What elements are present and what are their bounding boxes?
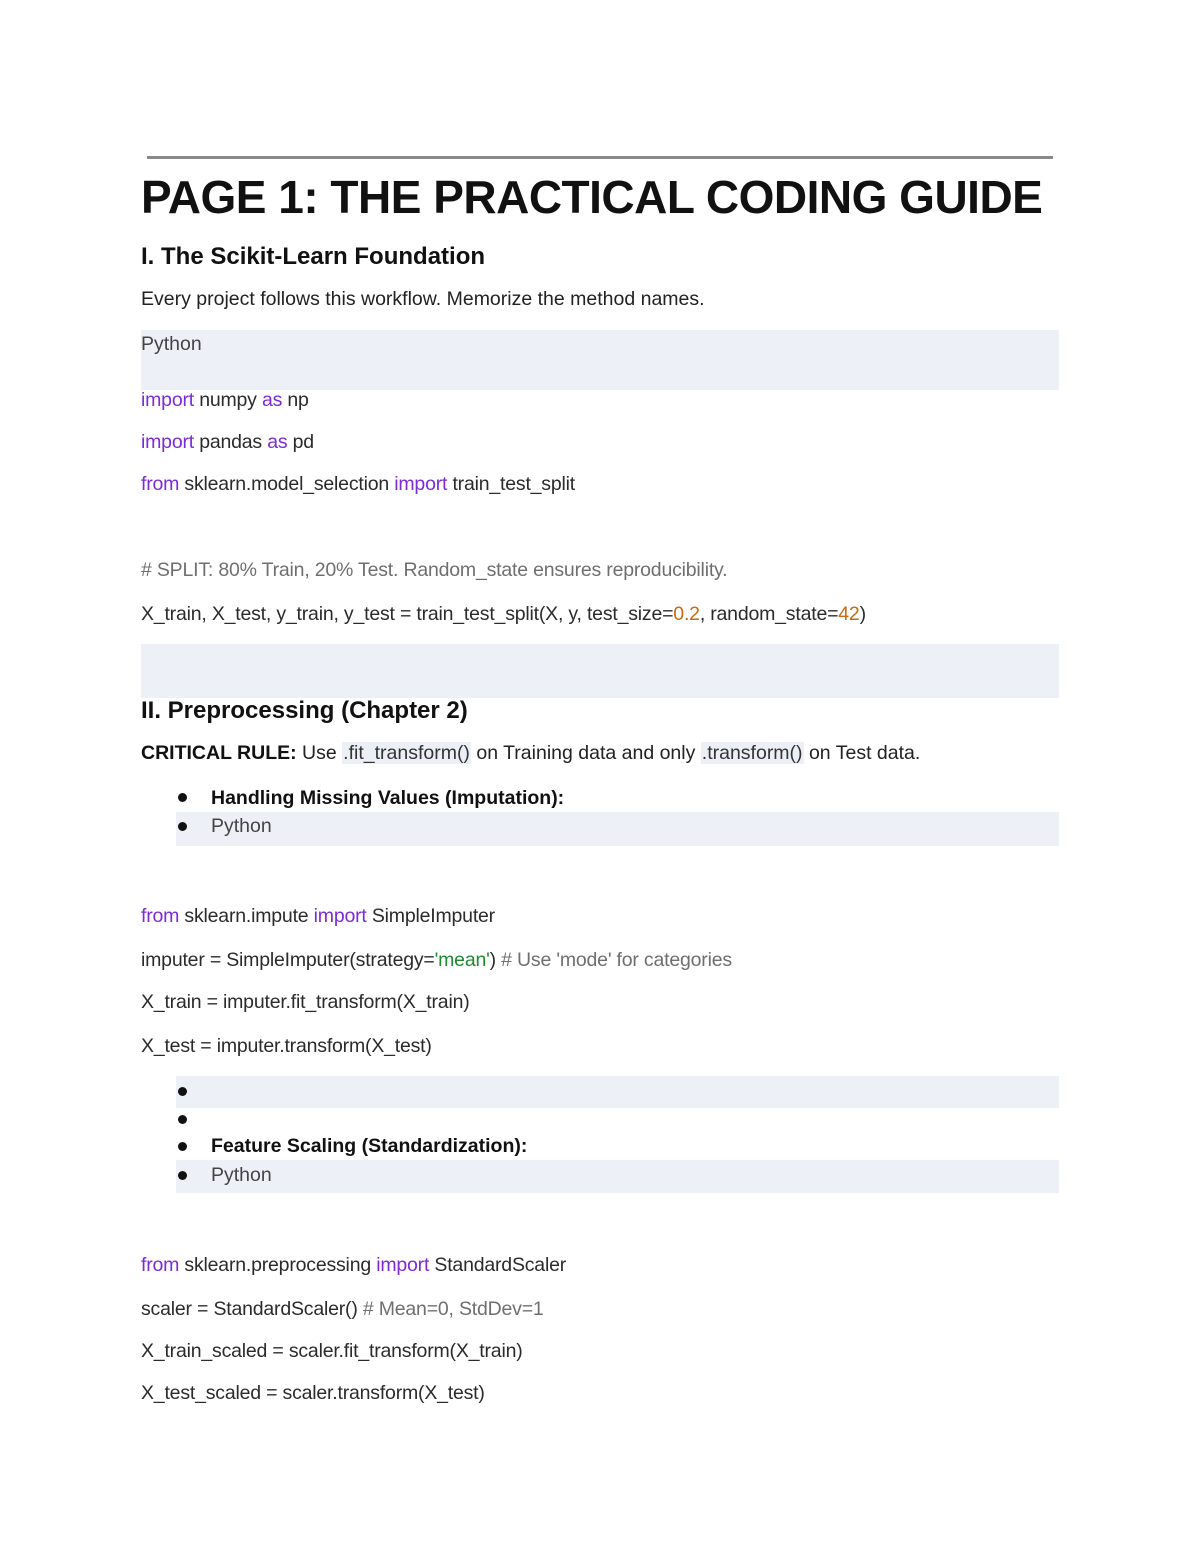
bullet-dot [178,1142,187,1151]
code-line-imputer-transform: X_test = imputer.transform(X_test) [141,1035,432,1057]
code-block-header-imputation [176,812,1059,846]
bullet-dot [178,1087,187,1096]
code-line-import-imputer: from sklearn.impute import SimpleImputer [141,905,495,927]
section1-intro: Every project follows this workflow. Memorize the method names. [141,288,705,310]
code-line-import-split: from sklearn.model_selection import train_test_split [141,473,575,495]
code-line-import-scaler: from sklearn.preprocessing import StandardScaler [141,1254,567,1276]
code-block-header-scaling [176,1160,1059,1193]
bullet-dot [178,793,187,802]
page-title: PAGE 1: THE PRACTICAL CODING GUIDE [141,171,1043,223]
code-language-label: Python [141,333,202,355]
section2-heading: II. Preprocessing (Chapter 2) [141,697,468,724]
code-block-footer-imputation [176,1076,1059,1108]
code-line-train-test-split: X_train, X_test, y_train, y_test = train_test_split(X, y, test_size=0.2, random_state=42) [141,603,866,625]
bullet-imputation: Handling Missing Values (Imputation): [211,787,565,809]
bullet-dot [178,1171,187,1180]
code-line-scaler-fit: X_train_scaled = scaler.fit_transform(X_train) [141,1340,523,1362]
inline-code-transform: .transform() [701,742,803,764]
code-line-import-pandas: import pandas as pd [141,431,314,453]
bullet-dot [178,822,187,831]
code-line-scaler-transform: X_test_scaled = scaler.transform(X_test) [141,1382,485,1404]
code-block-header [141,330,1059,390]
code-line-scaler-create: scaler = StandardScaler() # Mean=0, StdDev=1 [141,1298,544,1320]
code-line-import-numpy: import numpy as np [141,389,309,411]
code-language-label-imputation: Python [211,815,272,837]
bullet-feature-scaling: Feature Scaling (Standardization): [211,1135,528,1157]
code-line-imputer-fit: X_train = imputer.fit_transform(X_train) [141,991,470,1013]
code-line-imputer-create: imputer = SimpleImputer(strategy='mean') # Use 'mode' for categories [141,949,732,971]
code-comment-split: # SPLIT: 80% Train, 20% Test. Random_state ensures reproducibility. [141,559,728,581]
bullet-dot [178,1115,187,1124]
code-language-label-scaling: Python [211,1164,272,1186]
code-block-footer [141,644,1059,698]
inline-code-fit-transform: .fit_transform() [343,742,470,764]
top-horizontal-rule [147,156,1053,159]
critical-rule-paragraph: CRITICAL RULE: Use .fit_transform() on Training data and only .transform() on Test data. [141,742,921,764]
section1-heading: I. The Scikit-Learn Foundation [141,243,486,270]
